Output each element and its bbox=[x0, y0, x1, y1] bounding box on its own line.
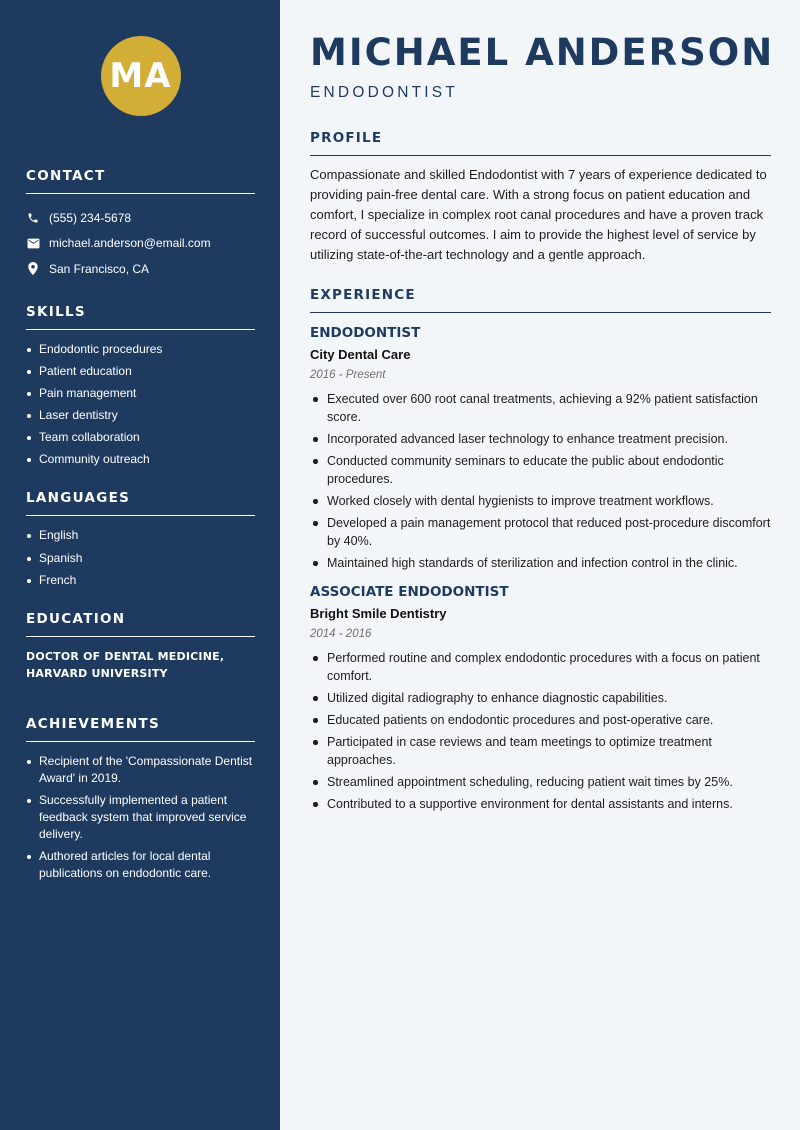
language-item: English bbox=[26, 527, 255, 544]
skills-heading: SKILLS bbox=[26, 304, 255, 330]
languages-list bbox=[26, 527, 255, 588]
language-item: French bbox=[26, 572, 255, 589]
job-bullet: Maintained high standards of sterilization and infection control in the clinic. bbox=[310, 554, 771, 572]
language-item: Spanish bbox=[26, 550, 255, 567]
job-bullet: Conducted community seminars to educate the public about endodontic procedures. bbox=[310, 452, 771, 488]
contact-section bbox=[26, 168, 255, 282]
skills-section bbox=[26, 304, 255, 469]
sidebar bbox=[0, 0, 280, 1130]
contact-phone-text: (555) 234-5678 bbox=[49, 210, 132, 225]
achievements-list bbox=[26, 753, 255, 882]
contact-phone bbox=[26, 205, 255, 231]
person-name: MICHAEL ANDERSON bbox=[310, 31, 775, 74]
job-bullet: Contributed to a supportive environment for dental assistants and interns. bbox=[310, 795, 771, 813]
languages-section bbox=[26, 490, 255, 588]
contact-location bbox=[26, 256, 255, 282]
achievement-item: Recipient of the 'Compassionate Dentist Award' in 2019. bbox=[26, 753, 255, 787]
education-school: HARVARD UNIVERSITY bbox=[26, 666, 168, 680]
avatar-initials: MA bbox=[101, 36, 181, 116]
job-bullet: Worked closely with dental hygienists to improve treatment workflows. bbox=[310, 492, 771, 510]
job-dates: 2014 - 2016 bbox=[310, 628, 372, 640]
contact-email bbox=[26, 231, 255, 257]
skills-list bbox=[26, 341, 255, 469]
achievement-item: Authored articles for local dental publications on endodontic care. bbox=[26, 848, 255, 882]
profile-section bbox=[310, 130, 771, 265]
job-title: ASSOCIATE ENDODONTIST bbox=[310, 584, 509, 600]
job-entry bbox=[310, 584, 771, 813]
languages-heading: LANGUAGES bbox=[26, 490, 255, 516]
skill-item: Team collaboration bbox=[26, 429, 255, 446]
job-bullet: Participated in case reviews and team meetings to optimize treatment approaches. bbox=[310, 733, 771, 769]
achievements-heading: ACHIEVEMENTS bbox=[26, 716, 255, 742]
job-bullet: Incorporated advanced laser technology to enhance treatment precision. bbox=[310, 430, 771, 448]
job-bullet: Educated patients on endodontic procedures and post-operative care. bbox=[310, 711, 771, 729]
experience-heading: EXPERIENCE bbox=[310, 287, 771, 313]
education-degree: DOCTOR OF DENTAL MEDICINE, bbox=[26, 649, 225, 663]
job-title: ENDODONTIST bbox=[310, 325, 421, 341]
contact-heading: CONTACT bbox=[26, 168, 255, 194]
main-content bbox=[280, 0, 800, 1130]
profile-heading: PROFILE bbox=[310, 130, 771, 156]
job-bullet: Streamlined appointment scheduling, reducing patient wait times by 25%. bbox=[310, 773, 771, 791]
job-company: City Dental Care bbox=[310, 347, 411, 362]
job-company: Bright Smile Dentistry bbox=[310, 606, 447, 621]
achievement-item: Successfully implemented a patient feedback system that improved service delivery. bbox=[26, 792, 255, 843]
location-pin-icon bbox=[26, 262, 40, 276]
contact-email-text: michael.anderson@email.com bbox=[49, 236, 211, 251]
job-bullets bbox=[310, 390, 771, 572]
achievements-section bbox=[26, 716, 255, 882]
profile-text: Compassionate and skilled Endodontist with 7 years of experience dedicated to providing pain-free dental care. With a strong focus on patient education and comfort, I specialize in complex root canal procedures and have a proven track record of successful outcomes. I aim to provide the highest level of service by utilizing state-of-the-art technology and a gentle approach. bbox=[310, 167, 767, 262]
experience-section bbox=[310, 287, 771, 813]
job-dates: 2016 - Present bbox=[310, 369, 386, 381]
job-bullet: Utilized digital radiography to enhance diagnostic capabilities. bbox=[310, 689, 771, 707]
skill-item: Laser dentistry bbox=[26, 407, 255, 424]
contact-location-text: San Francisco, CA bbox=[49, 261, 150, 276]
education-heading: EDUCATION bbox=[26, 611, 255, 637]
phone-icon bbox=[26, 211, 40, 225]
job-bullet: Performed routine and complex endodontic procedures with a focus on patient comfort. bbox=[310, 649, 771, 685]
job-bullet: Developed a pain management protocol that reduced post-procedure discomfort by 40%. bbox=[310, 514, 771, 550]
skill-item: Endodontic procedures bbox=[26, 341, 255, 358]
education-section bbox=[26, 611, 255, 682]
email-icon bbox=[26, 236, 40, 250]
skill-item: Pain management bbox=[26, 385, 255, 402]
skill-item: Patient education bbox=[26, 363, 255, 380]
job-entry bbox=[310, 325, 771, 572]
job-bullet: Executed over 600 root canal treatments, achieving a 92% patient satisfaction score. bbox=[310, 390, 771, 426]
person-role: ENDODONTIST bbox=[310, 84, 459, 101]
job-bullets bbox=[310, 649, 771, 813]
skill-item: Community outreach bbox=[26, 451, 255, 468]
